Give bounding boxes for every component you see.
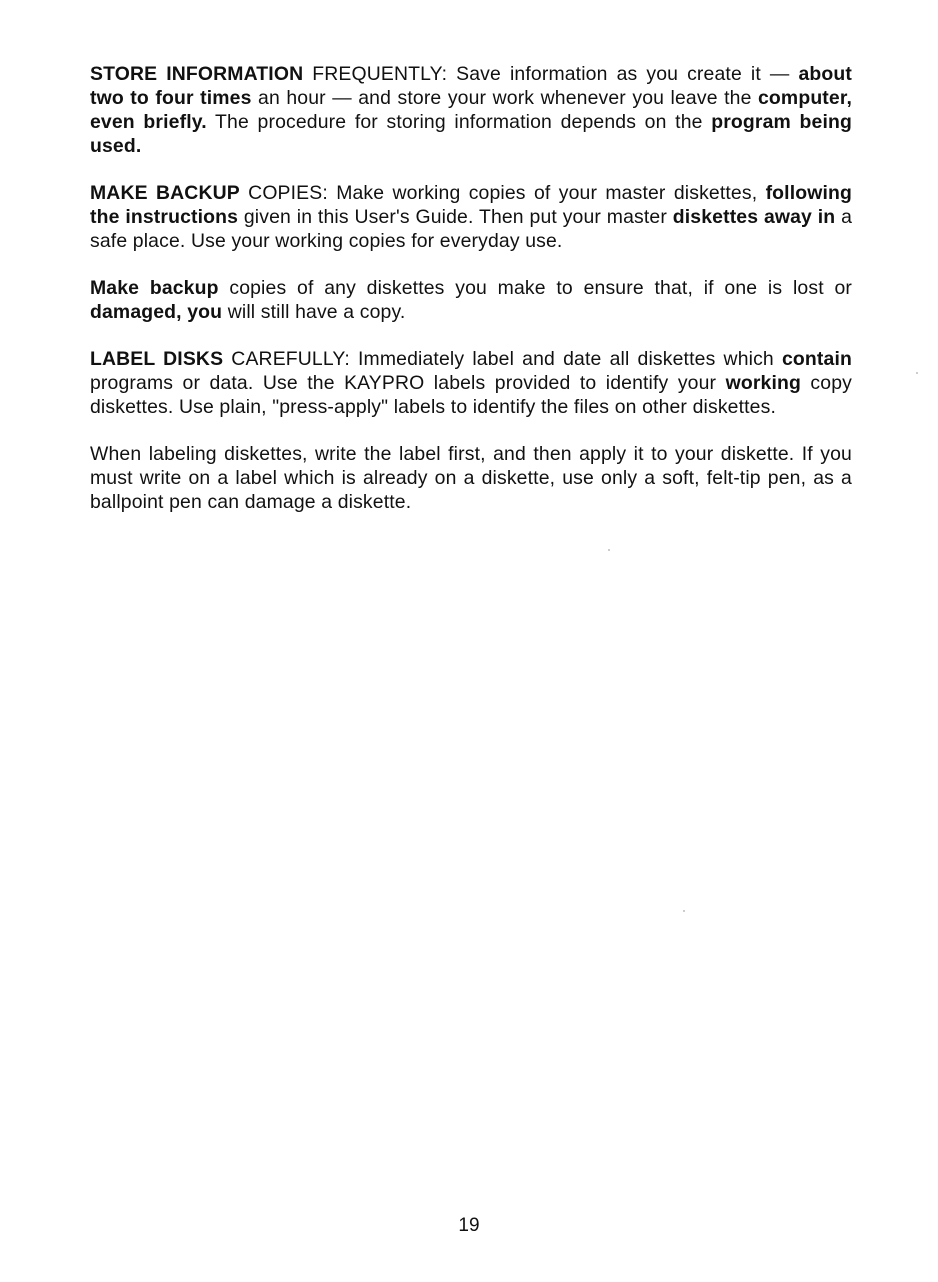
page-number: 19: [458, 1215, 480, 1236]
text-segment: COPIES: Make working copies of your master diskettes,: [239, 182, 766, 204]
text-segment: copies of any diskettes you make to ensure that, if one is lost or: [218, 277, 852, 299]
scan-speck: [608, 549, 610, 551]
text-segment: computer, even briefly.: [90, 87, 853, 133]
text-segment: program being used.: [90, 111, 852, 157]
text-segment: When labeling diskettes, write the label first, and then apply it to your diskette. If you must write on a label which is already on a diskette, use only a soft, felt-tip pen, as a ballpoint pen can damage a diskette.: [90, 443, 852, 513]
text-segment: The procedure for storing information depends on the: [206, 111, 712, 133]
text-segment: FREQUENTLY: Save information as you create it —: [303, 63, 799, 85]
text-segment: STORE INFORMATION: [90, 63, 304, 85]
paragraph-store-information: [90, 62, 852, 158]
document-body: [90, 62, 852, 537]
paragraph-labeling-instructions: [90, 442, 852, 514]
text-segment: will still have a copy.: [222, 301, 406, 323]
text-segment: following the instructions: [90, 182, 852, 228]
text-segment: Make backup: [90, 277, 219, 299]
scan-speck: [916, 372, 918, 374]
scan-speck: [683, 910, 685, 912]
text-segment: contain: [782, 348, 852, 370]
text-segment: about two to four times: [90, 63, 853, 109]
paragraph-label-disks: [90, 347, 852, 419]
text-segment: an hour — and store your work whenever you leave the: [251, 87, 758, 109]
text-segment: given in this User's Guide. Then put your master: [238, 206, 673, 228]
text-segment: LABEL DISKS: [90, 348, 224, 370]
text-segment: a safe place. Use your working copies for everyday use.: [90, 206, 853, 252]
text-segment: CAREFULLY: Immediately label and date all diskettes which: [223, 348, 782, 370]
text-segment: working: [725, 372, 801, 394]
text-segment: MAKE BACKUP: [90, 182, 240, 204]
text-segment: copy diskettes. Use plain, "press-apply" labels to identify the files on other diskettes.: [90, 372, 852, 418]
paragraph-backup-note: [90, 276, 852, 324]
paragraph-make-backup-copies: [90, 181, 852, 253]
text-segment: diskettes away in: [672, 206, 836, 228]
text-segment: programs or data. Use the KAYPRO labels provided to identify your: [90, 372, 726, 394]
text-segment: damaged, you: [90, 301, 223, 323]
